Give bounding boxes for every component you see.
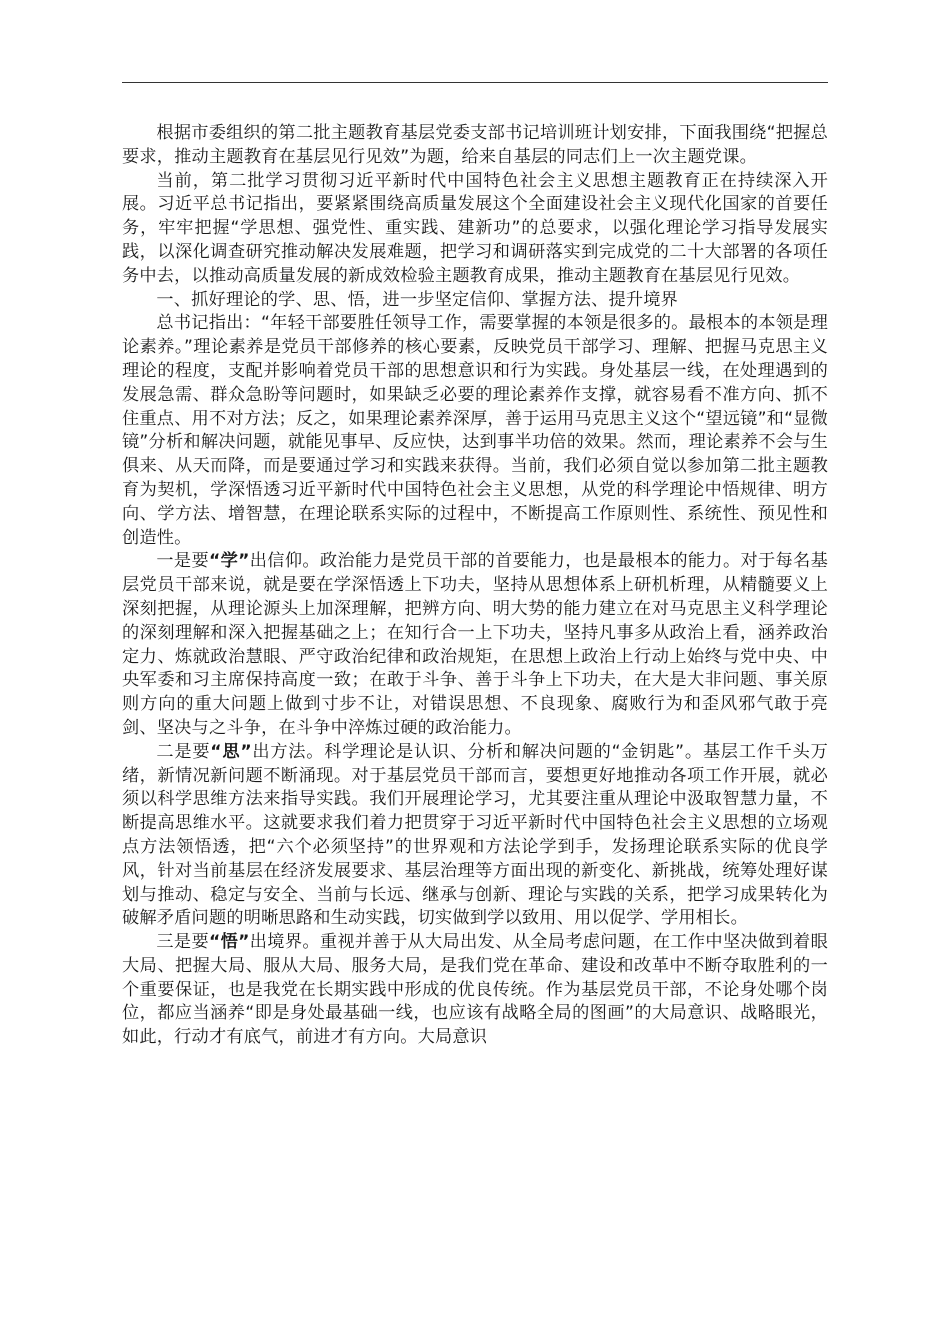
point-two-lead: 二是要 [156, 741, 211, 762]
point-three-keyword: “悟” [208, 932, 250, 953]
document-body [122, 122, 828, 1050]
point-two-text: 出方法。科学理论是认识、分析和解决问题的“金钥匙”。基层工作千头万绪，新情况新问题不断涌现。对于基层党员干部而言，要想更好地推动各项工作开展，就必须以科学思维方法来指导实践。我们开展理论学习，尤其要注重从理论中汲取智慧力量，不断提高思维水平。这就要求我们着力把贯穿于习近平新时代中国特色社会主义思想的立场观点方法领悟透，把“六个必须坚持”的世界观和方法论学到手，发扬理论联系实际的优良学风，针对当前基层在经济发展要求、基层治理等方面出现的新变化、新挑战，统筹处理好谋划与推动、稳定与安全、当前与长远、继承与创新、理论与实践的关系，把学习成果转化为破解矛盾问题的明晰思路和生动实践，切实做到学以致用、用以促学、学用相长。 [122, 741, 828, 929]
point-one-lead: 一是要 [156, 551, 209, 572]
header-rule [122, 82, 828, 83]
point-three-text: 出境界。重视并善于从大局出发、从全局考虑问题，在工作中坚决做到着眼大局、把握大局、服从大局、服务大局，是我们党在革命、建设和改革中不断夺取胜利的一个重要保证，也是我党在长期实践中形成的优良传统。作为基层党员干部，不论身处哪个岗位，都应当涵养“即是身处最基础一线，也应该有战略全局的图画”的大局意识、战略眼光，如此，行动才有底气，前进才有方向。大局意识 [122, 932, 828, 1048]
theory-paragraph: 总书记指出：“年轻干部要胜任领导工作，需要掌握的本领是很多的。最根本的本领是理论素养。”理论素养是党员干部修养的核心要素，反映党员干部学习、理解、把握马克思主义理论的程度，支配并影响着党员干部的思想意识和行为实践。身处基层一线，在处理遇到的发展急需、群众急盼等问题时，如果缺乏必要的理论素养作支撑，就容易看不准方向、抓不住重点、用不对方法；反之，如果理论素养深厚，善于运用马克思主义这个“望远镜”和“显微镜”分析和解决问题，就能见事早、反应快，达到事半功倍的效果。然而，理论素养不会与生俱来、从天而降，而是要通过学习和实践来获得。当前，我们必须自觉以参加第二批主题教育为契机，学深悟透习近平新时代中国特色社会主义思想，从党的科学理论中悟规律、明方向、学方法、增智慧，在理论联系实际的过程中，不断提高工作原则性、系统性、预见性和创造性。 [122, 313, 828, 548]
section-heading: 一、抓好理论的学、思、悟，进一步坚定信仰、掌握方法、提升境界 [156, 289, 679, 310]
point-one-text: 出信仰。政治能力是党员干部的首要能力，也是最根本的能力。对于每名基层党员干部来说，就是要在学深悟透上下功夫，坚持从思想体系上研机析理，从精髓要义上深刻把握，从理论源头上加深理解，把辨方向、明大势的能力建立在对马克思主义科学理论的深刻理解和深入把握基础之上；在知行合一上下功夫，坚持凡事多从政治上看，涵养政治定力、炼就政治慧眼、严守政治纪律和政治规矩，在思想上政治上行动上始终与党中央、中央军委和习主席保持高度一致；在敢于斗争、善于斗争上下功夫，在大是大非问题、事关原则方向的重大问题上做到寸步不让，对错误思想、不良现象、腐败行为和歪风邪气敢于亮剑、坚决与之斗争，在斗争中淬炼过硬的政治能力。 [122, 551, 828, 738]
point-one-keyword: “学” [208, 551, 250, 572]
point-two-paragraph [122, 741, 828, 931]
point-two-keyword: “思” [210, 741, 252, 762]
point-three-paragraph [122, 931, 828, 1050]
point-three-lead: 三是要 [156, 932, 209, 953]
context-paragraph: 当前，第二批学习贯彻习近平新时代中国特色社会主义思想主题教育正在持续深入开展。习近平总书记指出，要紧紧围绕高质量发展这个全面建设社会主义现代化国家的首要任务，牢牢把握“学思想、强党性、重实践、建新功”的总要求，以强化理论学习指导发展实践，以深化调查研究推动解决发展难题，把学习和调研落实到完成党的二十大部署的各项任务中去，以推动高质量发展的新成效检验主题教育成果，推动主题教育在基层见行见效。 [122, 170, 828, 286]
point-one-paragraph [122, 550, 828, 740]
intro-paragraph: 根据市委组织的第二批主题教育基层党委支部书记培训班计划安排，下面我围绕“把握总要求，推动主题教育在基层见行见效”为题，给来自基层的同志们上一次主题党课。 [122, 123, 828, 167]
